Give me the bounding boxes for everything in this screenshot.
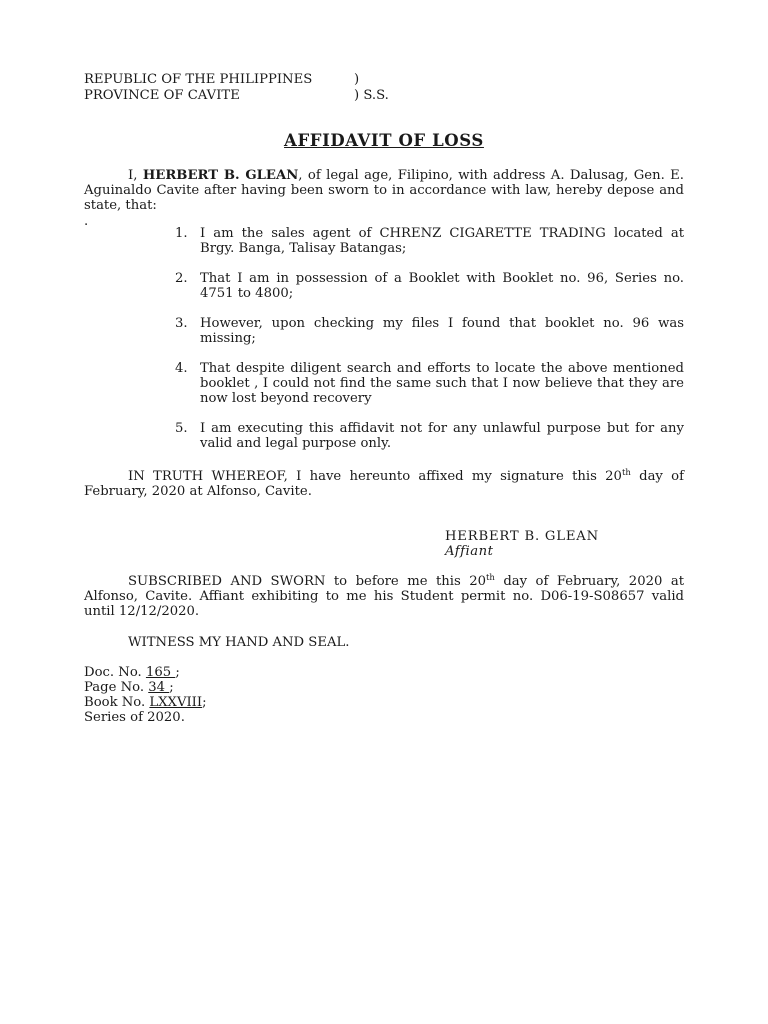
- statement-number: 4.: [175, 361, 188, 376]
- statement-number: 2.: [175, 271, 188, 286]
- venue-province: PROVINCE OF CAVITE: [84, 88, 240, 103]
- truth-whereof-paragraph: [84, 469, 684, 499]
- doc-no-row: [84, 665, 207, 680]
- intro-paragraph: [84, 168, 684, 213]
- page-no-row: [84, 680, 207, 695]
- doc-no-value: 165: [145, 665, 176, 680]
- document-title: AFFIDAVIT OF LOSS: [284, 131, 484, 150]
- doc-no-terminator: ;: [175, 665, 180, 680]
- stray-mark: .: [84, 214, 89, 229]
- statement-number: 3.: [175, 316, 188, 331]
- witness-pre: IN TRUTH WHEREOF, I have hereunto affixed my signature this 20: [128, 469, 622, 484]
- venue-republic: REPUBLIC OF THE PHILIPPINES: [84, 72, 313, 87]
- jurat-pre: SUBSCRIBED AND SWORN to before me this 20: [128, 574, 486, 589]
- intro-affiant-name: HERBERT B. GLEAN: [142, 168, 299, 183]
- statement-item: [175, 421, 684, 451]
- page-no-label: Page No.: [84, 680, 145, 695]
- venue-line-province: [84, 88, 424, 104]
- notarial-register: [84, 665, 207, 725]
- affiant-name: HERBERT B. GLEAN: [445, 529, 599, 544]
- venue-republic-mark: ): [354, 72, 360, 87]
- intro-pre: I,: [128, 168, 143, 183]
- statement-item: [175, 316, 684, 346]
- statement-item: [175, 226, 684, 256]
- statement-item: [175, 271, 684, 301]
- venue-line-republic: [84, 72, 424, 88]
- book-no-terminator: ;: [202, 695, 207, 710]
- book-no-value: LXXVIII: [149, 695, 203, 710]
- jurat-ordinal: th: [485, 573, 495, 583]
- statement-item: [175, 361, 684, 406]
- affiant-role: Affiant: [445, 544, 494, 559]
- statement-text: That despite diligent search and efforts to locate the above mentioned booklet , I could not find the same such that I now believe that they are now lost beyond recovery: [200, 361, 684, 406]
- jurat-paragraph: [84, 574, 684, 619]
- statement-text: I am the sales agent of CHRENZ CIGARETTE TRADING located at Brgy. Banga, Talisay Batangas;: [200, 226, 684, 256]
- page-no-value: 34: [148, 680, 170, 695]
- book-no-label: Book No.: [84, 695, 146, 710]
- statement-text: However, upon checking my files I found that booklet no. 96 was missing;: [200, 316, 684, 346]
- book-no-row: [84, 695, 207, 710]
- page-no-terminator: ;: [169, 680, 174, 695]
- doc-no-label: Doc. No.: [84, 665, 142, 680]
- jurat-post: day of February, 2020 at Alfonso, Cavite. Affiant exhibiting to me his Student permit no. D06-19-S08657 valid until 12/12/2020.: [84, 574, 684, 619]
- venue-block: [84, 72, 424, 104]
- statement-text: That I am in possession of a Booklet with Booklet no. 96, Series no. 4751 to 4800;: [200, 271, 684, 301]
- statement-number: 5.: [175, 421, 188, 436]
- witness-ordinal: th: [621, 468, 631, 478]
- series-row: Series of 2020.: [84, 710, 185, 725]
- witness-post: day of February, 2020 at Alfonso, Cavite.: [84, 469, 684, 499]
- statement-text: I am executing this affidavit not for any unlawful purpose but for any valid and legal purpose only.: [200, 421, 684, 451]
- witness-hand-seal: WITNESS MY HAND AND SEAL.: [128, 635, 350, 650]
- intro-post: , of legal age, Filipino, with address A. Dalusag, Gen. E. Aguinaldo Cavite after having been sworn to in accordance with law, hereby depose and state, that:: [84, 168, 684, 213]
- venue-ss-mark: ) S.S.: [354, 88, 389, 103]
- statement-number: 1.: [175, 226, 188, 241]
